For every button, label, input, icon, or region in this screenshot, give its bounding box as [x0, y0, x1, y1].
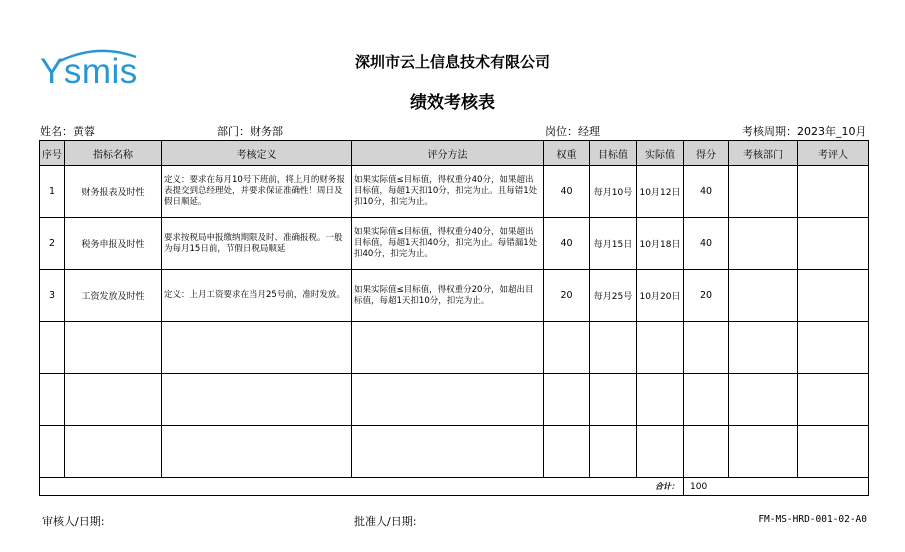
total-label: 合计：: [40, 478, 684, 496]
cell-actual: [637, 322, 684, 374]
cell-assessor: [798, 218, 869, 270]
header-score: 得分: [684, 141, 729, 166]
cell-definition: 定义：要求在每月10号下班前，将上月的财务报表提交到总经理处，并要求保证准确性！周日及假日顺延。: [162, 166, 352, 218]
cell-weight: 40: [544, 166, 590, 218]
cell-weight: 20: [544, 270, 590, 322]
header-target: 目标值: [590, 141, 637, 166]
period-value: 2023年_10月: [797, 125, 867, 138]
cell-actual: 10月12日: [637, 166, 684, 218]
cell-name: 税务申报及时性: [65, 218, 162, 270]
cell-name: [65, 322, 162, 374]
page-title: 绩效考核表: [410, 93, 495, 113]
reviewer-signature-line: 审核人/日期:: [42, 515, 105, 528]
cell-score: 40: [684, 218, 729, 270]
kpi-table: [39, 140, 869, 496]
cell-target: 每月25号: [590, 270, 637, 322]
cell-method: 如果实际值≤目标值，得权重分40分，如果超出目标值，每超1天扣10分，扣完为止。且每错1处扣10分，扣完为止。: [352, 166, 544, 218]
cell-actual: [637, 426, 684, 478]
cell-definition: 定义：上月工资要求在当月25号前，准时发放。: [162, 270, 352, 322]
cell-no: 2: [40, 218, 65, 270]
position-value: 经理: [578, 125, 600, 138]
cell-target: [590, 426, 637, 478]
cell-score: 20: [684, 270, 729, 322]
cell-target: [590, 322, 637, 374]
employee-name-field: [40, 123, 95, 139]
department-field: [217, 123, 283, 139]
cell-no: [40, 426, 65, 478]
cell-weight: 40: [544, 218, 590, 270]
cell-no: 3: [40, 270, 65, 322]
cell-score: [684, 374, 729, 426]
cell-weight: [544, 426, 590, 478]
cell-assessor: [798, 322, 869, 374]
cell-weight: [544, 374, 590, 426]
name-value: 黄蓉: [73, 125, 95, 138]
header-name: 指标名称: [65, 141, 162, 166]
cell-assessor: [798, 270, 869, 322]
cell-score: [684, 322, 729, 374]
header-actual: 实际值: [637, 141, 684, 166]
cell-definition: [162, 374, 352, 426]
name-label: 姓名：: [40, 125, 73, 138]
cell-weight: [544, 322, 590, 374]
company-name: 深圳市云上信息技术有限公司: [354, 53, 550, 71]
period-field: [742, 123, 867, 139]
cell-no: [40, 374, 65, 426]
cell-assess-dept: [729, 426, 798, 478]
cell-name: [65, 374, 162, 426]
position-label: 岗位：: [545, 125, 578, 138]
cell-method: [352, 322, 544, 374]
cell-assess-dept: [729, 374, 798, 426]
cell-target: [590, 374, 637, 426]
logo-text: Ysmis: [40, 52, 138, 91]
table-row: [40, 270, 869, 322]
cell-no: [40, 322, 65, 374]
table-row: [40, 166, 869, 218]
table-row: [40, 322, 869, 374]
header-no: 序号: [40, 141, 65, 166]
cell-name: 工资发放及时性: [65, 270, 162, 322]
header-assessor: 考评人: [798, 141, 869, 166]
cell-score: [684, 426, 729, 478]
period-label: 考核周期：: [742, 125, 797, 138]
cell-method: [352, 374, 544, 426]
header-definition: 考核定义: [162, 141, 352, 166]
table-header-row: [40, 141, 869, 166]
cell-definition: [162, 426, 352, 478]
cell-target: 每月15日: [590, 218, 637, 270]
dept-label: 部门：: [217, 125, 250, 138]
cell-assess-dept: [729, 270, 798, 322]
cell-assess-dept: [729, 322, 798, 374]
dept-value: 财务部: [250, 125, 283, 138]
cell-score: 40: [684, 166, 729, 218]
cell-name: [65, 426, 162, 478]
form-code: FM-MS-HRD-001-02-A0: [758, 514, 867, 525]
cell-assess-dept: [729, 166, 798, 218]
table-row: [40, 426, 869, 478]
approver-signature-line: 批准人/日期:: [354, 515, 417, 528]
cell-assessor: [798, 166, 869, 218]
total-row: [40, 478, 869, 496]
cell-name: 财务报表及时性: [65, 166, 162, 218]
cell-actual: 10月18日: [637, 218, 684, 270]
cell-target: 每月10号: [590, 166, 637, 218]
cell-definition: 要求按税局申报缴纳期限及时、准确报税。一般为每月15日前，节假日税局顺延: [162, 218, 352, 270]
cell-assess-dept: [729, 218, 798, 270]
table-row: [40, 218, 869, 270]
cell-method: 如果实际值≤目标值，得权重分40分，如果超出目标值，每超1天扣40分，扣完为止。每错漏1处扣40分，扣完为止。: [352, 218, 544, 270]
cell-method: 如果实际值≤目标值，得权重分20分，如超出目标值，每超1天扣10分，扣完为止。: [352, 270, 544, 322]
cell-definition: [162, 322, 352, 374]
cell-actual: [637, 374, 684, 426]
position-field: [545, 123, 600, 139]
cell-assessor: [798, 426, 869, 478]
cell-method: [352, 426, 544, 478]
table-row: [40, 374, 869, 426]
header-assess-dept: 考核部门: [729, 141, 798, 166]
header-method: 评分方法: [352, 141, 544, 166]
header-weight: 权重: [544, 141, 590, 166]
cell-no: 1: [40, 166, 65, 218]
cell-actual: 10月20日: [637, 270, 684, 322]
total-value: 100: [684, 478, 869, 496]
cell-assessor: [798, 374, 869, 426]
